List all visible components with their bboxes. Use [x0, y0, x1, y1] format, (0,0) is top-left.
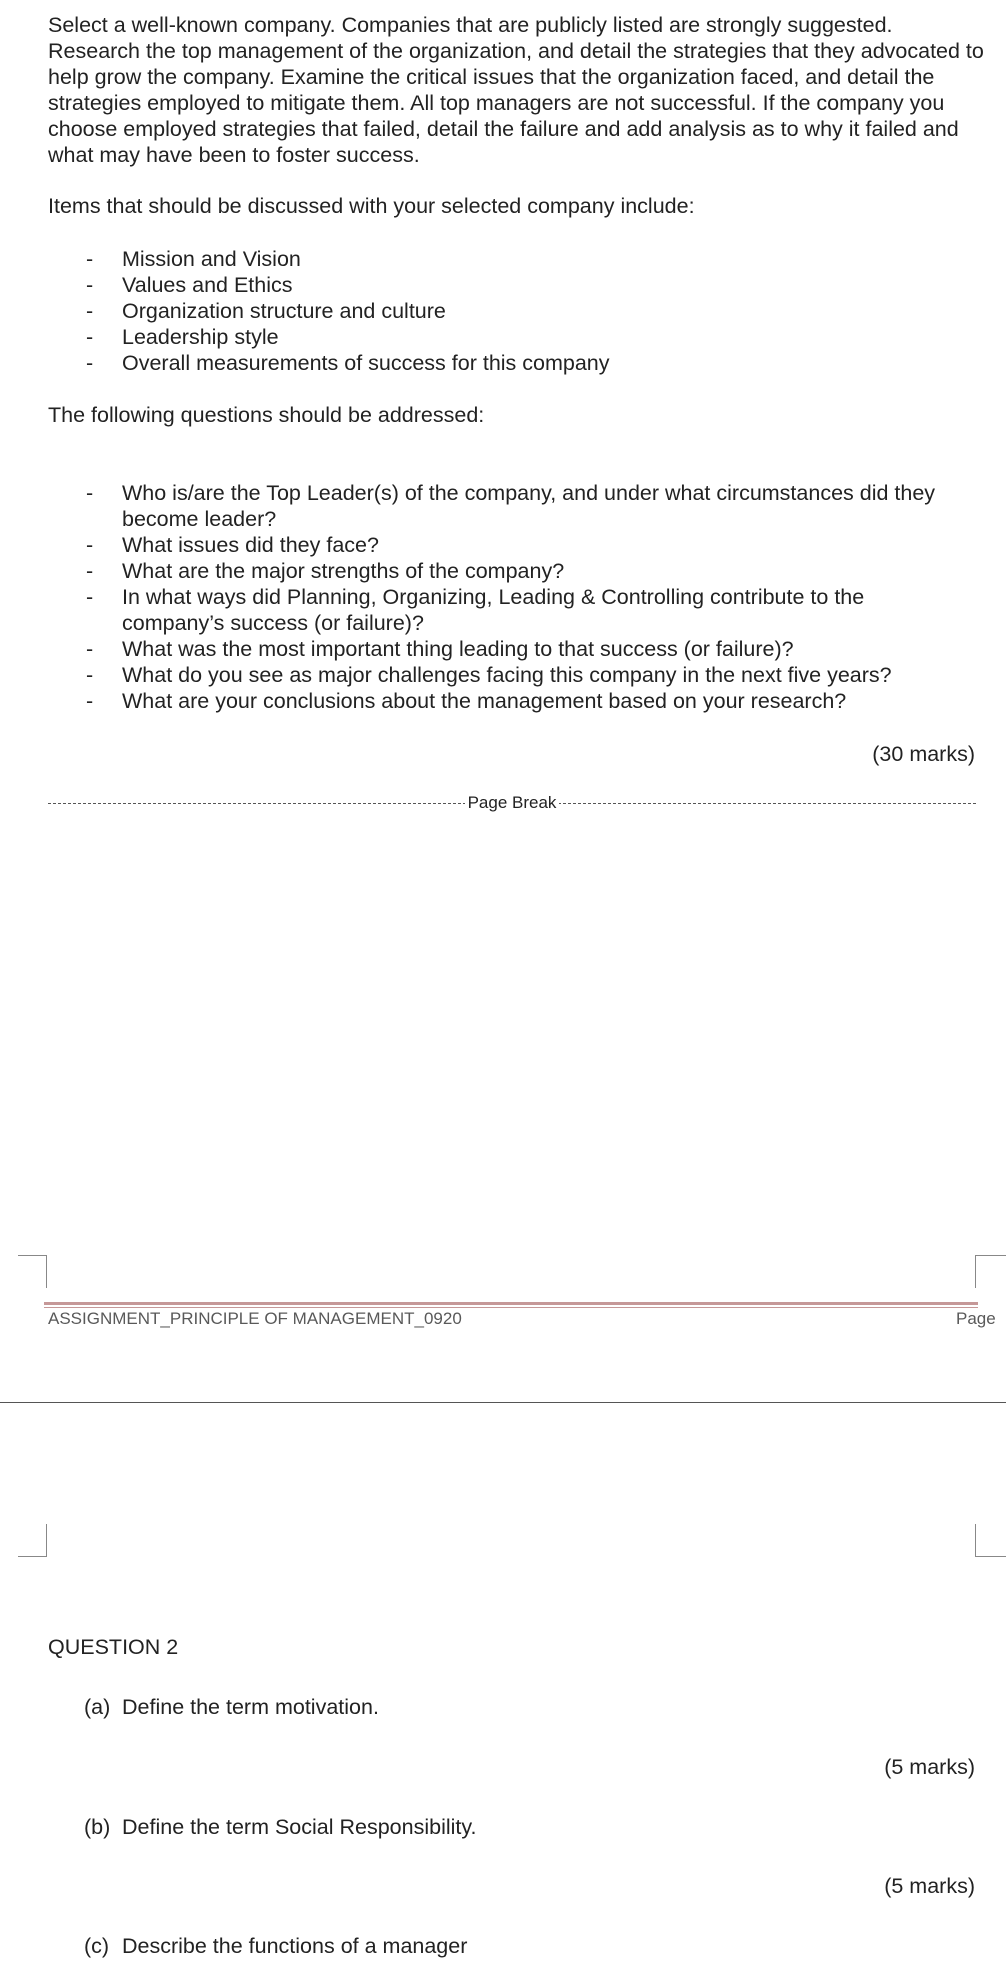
list-item: - What are your conclusions about the management based on your research? — [86, 689, 847, 713]
dash-bullet: - — [86, 325, 94, 349]
question1-marks: (30 marks) — [872, 742, 975, 766]
page-corner-mark — [18, 1524, 47, 1557]
list-item: - What are the major strengths of the company? — [86, 559, 565, 583]
list-item: - Leadership style — [86, 325, 279, 349]
dash-bullet: - — [86, 585, 94, 609]
dash-bullet: - — [86, 559, 94, 583]
page-separator — [0, 1402, 1006, 1403]
dash-bullet: - — [86, 273, 94, 297]
list-item: - What do you see as major challenges facing this company in the next five years? — [86, 663, 892, 687]
dash-bullet: - — [86, 689, 94, 713]
items-list — [0, 246, 1006, 376]
assignment-intro-paragraph: Select a well-known company. Companies that are publicly listed are strongly suggested. Research the top management of the organization, and detail the strategies that they advocated to help grow the company. Examine the critical issues that the organization faced, and detail the strategies employed to mitigate them. All top managers are not successful. If the company you choose employed strategies that failed, detail the failure and add analysis as to why it failed and what may have been to foster success. — [48, 13, 984, 167]
list-item: - What issues did they face? — [86, 533, 379, 557]
part-text: Describe the functions of a manager — [122, 1934, 468, 1958]
dash-bullet: - — [86, 637, 94, 661]
footer-rule — [44, 1302, 978, 1305]
question2-part-b — [84, 1814, 477, 1840]
page-break — [48, 790, 976, 816]
part-label: (a) — [84, 1695, 111, 1719]
dash-bullet: - — [86, 299, 94, 323]
question2-part-a — [84, 1694, 379, 1720]
dash-bullet: - — [86, 481, 94, 505]
dash-bullet: - — [86, 533, 94, 557]
question2-title: QUESTION 2 — [48, 1635, 179, 1659]
page-corner-mark — [18, 1255, 47, 1288]
question2-part-c — [84, 1933, 467, 1959]
footer-document-title: ASSIGNMENT_PRINCIPLE OF MANAGEMENT_0920 — [48, 1309, 462, 1328]
footer-page-number: Page — [956, 1309, 996, 1328]
page-corner-mark — [975, 1255, 1006, 1288]
list-item: - Mission and Vision — [86, 247, 301, 271]
part-text: Define the term motivation. — [122, 1695, 379, 1719]
list-item: - What was the most important thing leading to that success (or failure)? — [86, 637, 794, 661]
dash-bullet: - — [86, 351, 94, 375]
footer-rule-thin — [44, 1307, 978, 1308]
part-label: (b) — [84, 1815, 111, 1839]
questions-list — [0, 480, 1006, 714]
list-item: - Organization structure and culture — [86, 299, 446, 323]
question2-part-a-marks: (5 marks) — [884, 1755, 975, 1779]
question2-part-b-marks: (5 marks) — [884, 1874, 975, 1898]
part-label: (c) — [84, 1934, 110, 1958]
dash-bullet: - — [86, 663, 94, 687]
items-heading: Items that should be discussed with your selected company include: — [48, 194, 695, 218]
list-item: - In what ways did Planning, Organizing, Leading & Controlling contribute to the company’s success (or failure)? — [86, 585, 865, 635]
list-item: - Overall measurements of success for this company — [86, 351, 610, 375]
list-item: - Who is/are the Top Leader(s) of the company, and under what circumstances did they become leader? — [86, 481, 936, 531]
list-item: - Values and Ethics — [86, 273, 293, 297]
part-text: Define the term Social Responsibility. — [122, 1815, 477, 1839]
questions-heading: The following questions should be addressed: — [48, 403, 485, 427]
page-break-label: Page Break — [465, 793, 560, 812]
dash-bullet: - — [86, 247, 94, 271]
page-corner-mark — [975, 1524, 1006, 1557]
